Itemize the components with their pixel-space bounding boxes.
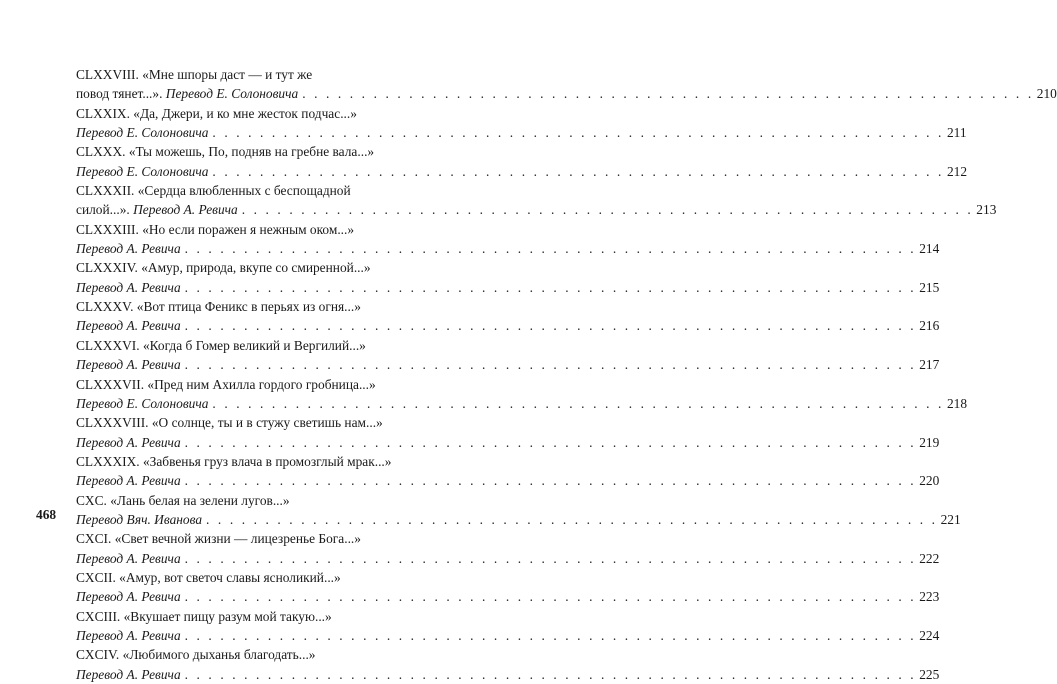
toc-line (76, 336, 366, 355)
toc-line-text (76, 607, 332, 626)
dot-leader (185, 239, 917, 258)
toc-line (76, 626, 940, 645)
dot-leader (185, 316, 917, 335)
toc-entry (76, 142, 968, 181)
toc-line-text (76, 665, 181, 684)
toc-line (76, 316, 940, 335)
poem-title: CLXXXVI. «Когда б Гомер великий и Вергилий...» (76, 337, 366, 353)
poem-title: CXCIV. «Любимого дыханья благодать...» (76, 647, 316, 663)
toc-line-text (76, 162, 208, 181)
poem-title: CLXXXIII. «Но если поражен я нежным оком...» (76, 221, 355, 237)
toc-line-text (76, 394, 208, 413)
toc-entry (76, 181, 997, 220)
toc-page-number: 220 (919, 473, 940, 489)
dot-leader (212, 394, 944, 413)
toc-line (76, 355, 940, 374)
translator-credit: Перевод А. Ревича (76, 666, 181, 682)
toc-page-number: 213 (976, 202, 997, 218)
toc-line (76, 220, 355, 239)
dot-leader (302, 84, 1034, 103)
poem-title: CLXXVIII. «Мне шпоры даст — и тут же (76, 67, 313, 82)
translator-credit: Перевод А. Ревича (76, 473, 181, 489)
toc-entry (76, 258, 940, 297)
toc-line-text (76, 626, 181, 645)
toc-page-number: 224 (919, 627, 940, 643)
dot-leader (185, 278, 917, 297)
toc-line (76, 491, 355, 510)
dot-leader (185, 626, 917, 645)
dot-leader (185, 433, 917, 452)
toc-line (76, 413, 383, 432)
toc-entry (76, 413, 940, 452)
poem-title: CLXXXIX. «Забвенья груз влача в промозглый мрак...» (76, 453, 392, 469)
translator-credit: Перевод Вяч. Иванова (76, 511, 203, 527)
toc-line-text (76, 181, 351, 200)
toc-line-text (76, 433, 181, 452)
toc-page-number: 212 (946, 163, 968, 179)
poem-title: CLXXXIV. «Амур, природа, вкупе со смиренной...» (76, 260, 371, 276)
toc-entry (76, 452, 940, 491)
translator-credit: Перевод Е. Солоновича (76, 125, 209, 141)
toc-line-text (76, 375, 376, 394)
toc-line-text (76, 452, 391, 471)
poem-title: CLXXX. «Ты можешь, По, подняв на гребне вала...» (76, 144, 375, 160)
toc-page-number: 219 (919, 434, 940, 450)
toc-page-number: 215 (919, 279, 940, 295)
toc-line-text (76, 413, 383, 432)
toc-line (76, 142, 375, 161)
toc-line-text (76, 316, 181, 335)
dot-leader (242, 200, 974, 219)
toc-line-text (76, 645, 316, 664)
translator-credit: Перевод Е. Солоновича (162, 86, 299, 102)
table-of-contents (76, 65, 1057, 684)
toc-page-number: 218 (946, 395, 968, 411)
toc-line (76, 433, 940, 452)
toc-line (76, 258, 371, 277)
toc-entry (76, 568, 940, 607)
toc-line (76, 375, 376, 394)
toc-page-number: 222 (919, 550, 940, 566)
toc-line-text (76, 239, 181, 258)
toc-line-text (76, 471, 181, 490)
toc-line (76, 65, 355, 84)
dot-leader (185, 549, 917, 568)
toc-line (76, 162, 968, 181)
translator-credit: Перевод А. Ревича (76, 627, 181, 643)
toc-line (76, 239, 940, 258)
dot-leader (185, 665, 917, 684)
toc-entry (76, 607, 940, 646)
toc-entry (76, 375, 968, 414)
toc-line-text (76, 258, 371, 277)
toc-line (76, 181, 355, 200)
toc-line-text (76, 123, 208, 142)
dot-leader (185, 587, 917, 606)
poem-title: CLXXXVIII. «О солнце, ты и в стужу светишь нам...» (76, 415, 383, 431)
toc-entry (76, 297, 940, 336)
toc-entry (76, 220, 940, 259)
dot-leader (185, 471, 917, 490)
toc-line-text (76, 84, 298, 103)
toc-page-number: 211 (946, 125, 967, 141)
toc-entry (76, 645, 940, 684)
translator-credit: Перевод А. Ревича (76, 357, 181, 373)
toc-line-text (76, 355, 181, 374)
toc-line (76, 394, 968, 413)
toc-line-text (76, 568, 341, 587)
translator-credit: Перевод А. Ревича (76, 550, 181, 566)
translator-credit: Перевод Е. Солоновича (76, 163, 209, 179)
toc-line-text (76, 587, 181, 606)
toc-page-number: 221 (940, 511, 961, 527)
poem-title: CLXXXV. «Вот птица Феникс в перьях из огня...» (76, 299, 361, 315)
dot-leader (212, 162, 944, 181)
toc-page-number: 217 (919, 357, 940, 373)
toc-page-number: 225 (919, 666, 940, 682)
toc-line-text (76, 142, 374, 161)
toc-line-text (76, 549, 181, 568)
toc-entry (76, 65, 1057, 104)
toc-line-text (76, 220, 354, 239)
toc-line-text (76, 200, 238, 219)
dot-leader (185, 355, 917, 374)
toc-line-text (76, 104, 357, 123)
page-number: 468 (36, 507, 57, 522)
toc-page-number: 223 (919, 589, 940, 605)
toc-page-number: 216 (919, 318, 940, 334)
poem-title: CXC. «Лань белая на зелени лугов...» (76, 492, 290, 508)
translator-credit: Перевод А. Ревича (76, 434, 181, 450)
toc-line (76, 123, 967, 142)
toc-line (76, 278, 940, 297)
toc-page-number: 210 (1036, 86, 1057, 102)
toc-line (76, 471, 940, 490)
toc-entry (76, 491, 961, 530)
toc-line (76, 665, 940, 684)
toc-line (76, 84, 1057, 103)
toc-line-text (76, 529, 361, 548)
poem-title: CXCIII. «Вкушает пищу разум мой такую...» (76, 608, 332, 624)
poem-title: силой...». (76, 202, 130, 218)
poem-title: CXCI. «Свет вечной жизни — лицезренье Бога...» (76, 531, 361, 547)
toc-line (76, 104, 355, 123)
poem-title: CLXXXVII. «Пред ним Ахилла гордого гробница...» (76, 376, 376, 392)
toc-entry (76, 336, 940, 375)
toc-line (76, 510, 961, 529)
poem-title: повод тянет...». (76, 86, 163, 102)
poem-title: CLXXXII. «Сердца влюбленных с беспощадной (76, 183, 351, 199)
toc-line (76, 549, 940, 568)
translator-credit: Перевод А. Ревича (76, 318, 181, 334)
toc-line-text (76, 65, 312, 84)
toc-line (76, 645, 355, 664)
toc-line (76, 568, 355, 587)
poem-title: CXCII. «Амур, вот светоч славы ясноликий...» (76, 569, 341, 585)
toc-line (76, 587, 940, 606)
translator-credit: Перевод А. Ревича (76, 589, 181, 605)
toc-line (76, 452, 392, 471)
dot-leader (206, 510, 938, 529)
toc-line-text (76, 297, 361, 316)
poem-title: CLXXIX. «Да, Джери, и ко мне жесток подчас...» (76, 105, 357, 121)
toc-line-text (76, 491, 290, 510)
toc-page-number: 214 (919, 241, 940, 257)
translator-credit: Перевод А. Ревича (76, 241, 181, 257)
toc-line (76, 200, 997, 219)
toc-line-text (76, 278, 181, 297)
toc-line (76, 297, 361, 316)
translator-credit: Перевод А. Ревича (76, 279, 181, 295)
toc-line-text (76, 510, 202, 529)
translator-credit: Перевод Е. Солоновича (76, 395, 209, 411)
toc-entry (76, 104, 967, 143)
translator-credit: Перевод А. Ревича (129, 202, 238, 218)
toc-entry (76, 529, 940, 568)
toc-line-text (76, 336, 366, 355)
toc-line (76, 607, 355, 626)
dot-leader (212, 123, 944, 142)
toc-line (76, 529, 361, 548)
